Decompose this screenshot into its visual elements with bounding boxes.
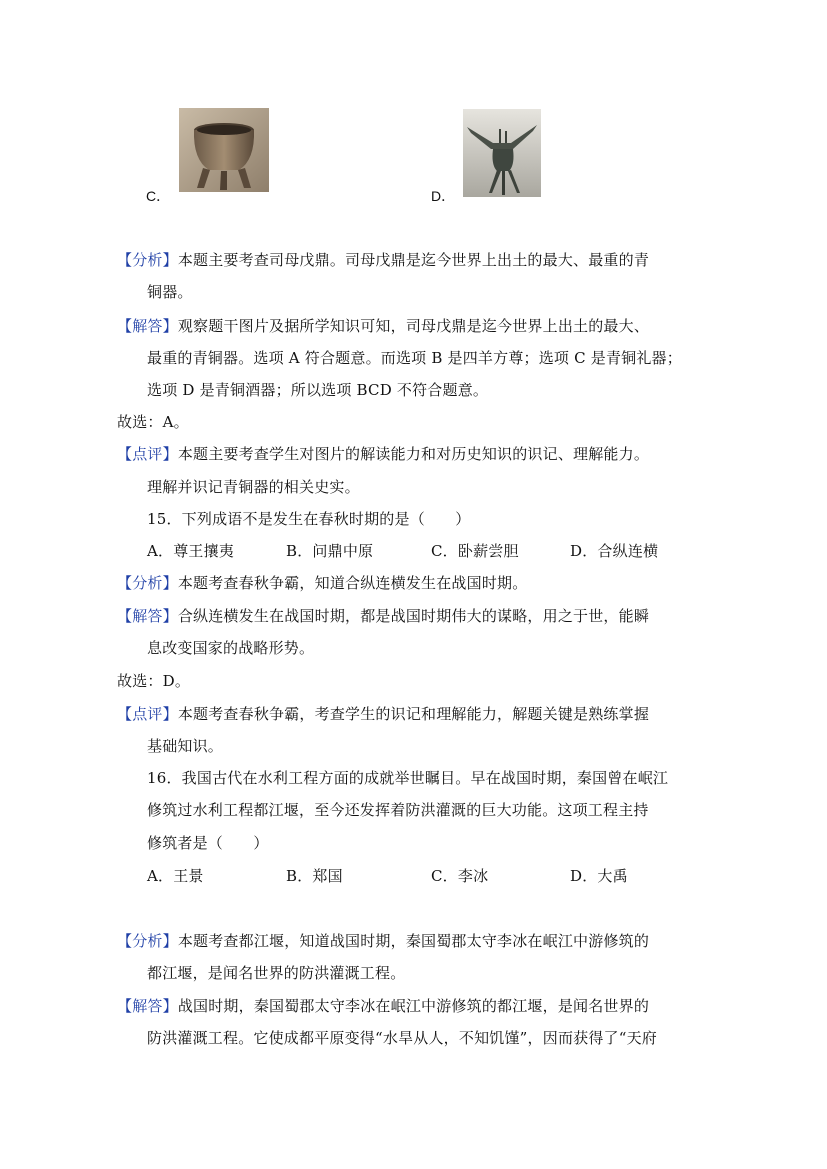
comment-label: 【点评】 [117, 445, 178, 463]
q14-answer-line-3: 选项 D 是青铜酒器；所以选项 BCD 不符合题意。 [147, 381, 489, 399]
q16-stem-line-3: 修筑者是（ ） [147, 834, 269, 852]
q15-option-d: D．合纵连横 [570, 542, 659, 560]
q14-comment-line-2: 理解并识记青铜器的相关史实。 [147, 478, 360, 496]
q15-comment-line-2: 基础知识。 [147, 737, 224, 755]
q16-stem-line-1: 16．我国古代在水利工程方面的成就举世瞩目。早在战国时期，秦国曾在岷江 [147, 769, 669, 787]
q14-analysis-line-1: 【分析】本题主要考查司母戊鼎。司母戊鼎是迄今世界上出土的最大、最重的青 [117, 251, 650, 269]
q14-analysis-line-2: 铜器。 [147, 283, 193, 301]
q15-choice: 故选：D。 [117, 672, 191, 690]
q16-analysis-line-2: 都江堰，是闻名世界的防洪灌溉工程。 [147, 964, 406, 982]
q14-answer-line-1: 【解答】观察题干图片及据所学知识可知，司母戊鼎是迄今世界上出土的最大、 [117, 317, 650, 335]
q15-comment-line-1: 【点评】本题考查春秋争霸，考查学生的识记和理解能力，解题关键是熟练掌握 [117, 705, 650, 723]
q16-analysis-line-1: 【分析】本题考查都江堰，知道战国时期，秦国蜀郡太守李冰在岷江中游修筑的 [117, 932, 650, 950]
option-d-letter: D． [431, 188, 456, 204]
q16-option-b: B．郑国 [286, 867, 343, 885]
option-c-tripod-vessel-image [179, 108, 269, 192]
option-c-letter: C． [146, 188, 171, 204]
answer-label: 【解答】 [117, 317, 178, 335]
q16-answer-line-2: 防洪灌溉工程。它使成都平原变得“水旱从人，不知饥馑”，因而获得了“天府 [147, 1029, 658, 1047]
q15-option-b: B．问鼎中原 [286, 542, 374, 560]
q16-option-c: C．李冰 [431, 867, 489, 885]
option-d-jue-vessel-image [463, 109, 541, 197]
q15-option-a: A．尊王攘夷 [147, 542, 235, 560]
q16-option-d: D．大禹 [570, 867, 628, 885]
q16-option-a: A．王景 [147, 867, 204, 885]
analysis-label: 【分析】 [117, 251, 178, 269]
q15-stem: 15．下列成语不是发生在春秋时期的是（ ） [147, 510, 471, 528]
q15-analysis: 【分析】本题考查春秋争霸，知道合纵连横发生在战国时期。 [117, 574, 528, 592]
q16-stem-line-2: 修筑过水利工程都江堰，至今还发挥着防洪灌溉的巨大功能。这项工程主持 [147, 801, 649, 819]
q15-answer-line-1: 【解答】合纵连横发生在战国时期，都是战国时期伟大的谋略，用之于世，能瞬 [117, 607, 650, 625]
q15-answer-line-2: 息改变国家的战略形势。 [147, 639, 315, 657]
q15-option-c: C．卧薪尝胆 [431, 542, 519, 560]
q14-comment-line-1: 【点评】本题主要考查学生对图片的解读能力和对历史知识的识记、理解能力。 [117, 445, 650, 463]
q14-answer-line-2: 最重的青铜器。选项 A 符合题意。而选项 B 是四羊方尊；选项 C 是青铜礼器； [147, 349, 682, 367]
q16-answer-line-1: 【解答】战国时期，秦国蜀郡太守李冰在岷江中游修筑的都江堰，是闻名世界的 [117, 997, 650, 1015]
q14-choice: 故选：A。 [117, 413, 189, 431]
